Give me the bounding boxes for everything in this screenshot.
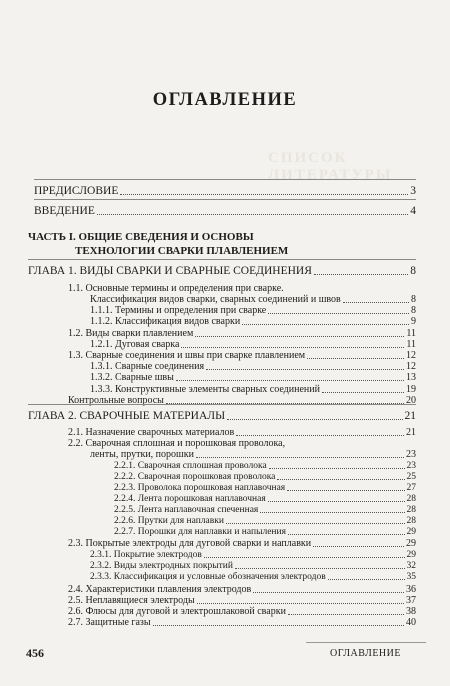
dot-leader bbox=[227, 419, 402, 420]
toc-entry-page: 23 bbox=[406, 461, 416, 471]
toc-entry[interactable] bbox=[68, 427, 416, 439]
toc-entry-page: 8 bbox=[410, 265, 416, 277]
toc-entry-page: 11 bbox=[406, 339, 416, 350]
toc-entry-label: 1.1. Основные термины и определения при сварке. bbox=[68, 283, 284, 294]
toc-entry-label: 2.2.2. Сварочная порошковая проволока bbox=[114, 472, 276, 482]
dot-leader bbox=[206, 369, 404, 370]
toc-entry[interactable] bbox=[34, 205, 416, 218]
toc-entry-page: 4 bbox=[410, 205, 416, 217]
dot-leader bbox=[242, 324, 409, 325]
dot-leader bbox=[226, 523, 405, 524]
dot-leader bbox=[181, 347, 404, 348]
toc-entry-label: 2.4. Характеристики плавления электродов bbox=[68, 584, 252, 595]
toc-entry[interactable] bbox=[68, 538, 416, 550]
toc-entry[interactable] bbox=[90, 550, 416, 561]
toc-entry-label: 2.2.6. Прутки для наплавки bbox=[114, 516, 224, 526]
toc-entry[interactable] bbox=[34, 185, 416, 198]
dot-leader bbox=[314, 274, 408, 275]
toc-entry-label: ГЛАВА 1. ВИДЫ СВАРКИ И СВАРНЫЕ СОЕДИНЕНИЯ bbox=[28, 265, 312, 277]
toc-entry-label: 2.2. Сварочная сплошная и порошковая проволока, bbox=[68, 438, 286, 449]
toc-entry-page: 19 bbox=[406, 384, 416, 395]
bleed-through-heading: СПИСОК ЛИТЕРАТУРЫ bbox=[268, 150, 393, 183]
dot-leader bbox=[268, 501, 405, 502]
toc-entry-label: 2.3.3. Классификация и условные обозначения электродов bbox=[90, 572, 326, 582]
toc-entry[interactable] bbox=[90, 294, 416, 306]
toc-entry[interactable] bbox=[114, 483, 416, 494]
toc-entry-page: 23 bbox=[406, 449, 416, 460]
dot-leader bbox=[322, 392, 404, 393]
toc-entry-page: 13 bbox=[406, 372, 416, 383]
dot-leader bbox=[153, 625, 404, 626]
toc-entry[interactable] bbox=[114, 472, 416, 483]
dot-leader bbox=[195, 336, 404, 337]
toc-entry-label: 2.5. Неплавящиеся электроды bbox=[68, 595, 195, 606]
section-rule bbox=[34, 199, 416, 200]
toc-entry-label: ленты, прутки, порошки bbox=[90, 449, 194, 460]
dot-leader bbox=[313, 546, 404, 547]
toc-entry-page: 36 bbox=[406, 584, 416, 595]
running-title: ОГЛАВЛЕНИЕ bbox=[330, 648, 401, 659]
toc-entry-page: 38 bbox=[406, 606, 416, 617]
dot-leader bbox=[235, 568, 405, 569]
dot-leader bbox=[287, 490, 404, 491]
toc-entry-page: 25 bbox=[406, 472, 416, 482]
toc-entry[interactable] bbox=[114, 494, 416, 505]
toc-entry-label: Классификация видов сварки, сварных соединений и швов bbox=[90, 294, 341, 305]
toc-entry-page: 37 bbox=[406, 595, 416, 606]
toc-entry[interactable] bbox=[114, 505, 416, 516]
toc-entry[interactable] bbox=[68, 350, 416, 362]
toc-entry[interactable] bbox=[90, 372, 416, 384]
dot-leader bbox=[176, 380, 404, 381]
toc-entry[interactable] bbox=[68, 606, 416, 618]
section-rule bbox=[34, 179, 416, 180]
dot-leader bbox=[277, 479, 404, 480]
toc-entry-page: 21 bbox=[404, 410, 416, 422]
toc-entry-label: 2.3.1. Покрытие электродов bbox=[90, 550, 202, 560]
dot-leader bbox=[288, 534, 405, 535]
toc-entry-label: 2.7. Защитные газы bbox=[68, 617, 151, 628]
toc-entry-page: 9 bbox=[411, 316, 416, 327]
toc-entry-label: 1.1.2. Классификация видов сварки bbox=[90, 316, 241, 327]
toc-entry-label: 1.2. Виды сварки плавлением bbox=[68, 328, 194, 339]
toc-entry-label: 1.3. Сварные соединения и швы при сварке плавлением bbox=[68, 350, 306, 361]
toc-entry-label: Контрольные вопросы bbox=[68, 395, 164, 406]
toc-entry[interactable] bbox=[90, 305, 416, 317]
toc-entry-page: 8 bbox=[411, 294, 416, 305]
dot-leader bbox=[253, 592, 404, 593]
toc-entry-page: 29 bbox=[406, 550, 416, 560]
dot-leader bbox=[236, 435, 404, 436]
toc-entry-page: 28 bbox=[406, 516, 416, 526]
toc-entry-label: 1.3.2. Сварные швы bbox=[90, 372, 174, 383]
dot-leader bbox=[204, 557, 405, 558]
part-heading bbox=[28, 230, 288, 259]
toc-entry-label: 2.2.1. Сварочная сплошная проволока bbox=[114, 461, 267, 471]
dot-leader bbox=[260, 512, 404, 513]
toc-entry[interactable] bbox=[114, 527, 416, 538]
toc-entry-page: 35 bbox=[406, 572, 416, 582]
part-heading-line-1: ЧАСТЬ I. ОБЩИЕ СВЕДЕНИЯ И ОСНОВЫ bbox=[28, 231, 254, 243]
toc-entry-page: 20 bbox=[406, 395, 416, 406]
toc-entry-label: 1.1.1. Термины и определения при сварке bbox=[90, 305, 267, 316]
toc-entry-page: 3 bbox=[410, 185, 416, 197]
toc-entry[interactable] bbox=[90, 449, 416, 461]
toc-entry-page: 8 bbox=[411, 305, 416, 316]
toc-entry-page: 28 bbox=[406, 505, 416, 515]
toc-entry-page: 12 bbox=[406, 350, 416, 361]
toc-entry[interactable] bbox=[28, 265, 416, 278]
toc-entry[interactable] bbox=[68, 617, 416, 629]
toc-entry-label: 1.3.3. Конструктивные элементы сварных соединений bbox=[90, 384, 320, 395]
toc-entry-label: 2.3.2. Виды электродных покрытий bbox=[90, 561, 233, 571]
page-number: 456 bbox=[26, 646, 44, 660]
dot-leader bbox=[343, 302, 409, 303]
toc-entry-label: 2.6. Флюсы для дуговой и электрошлаковой сварки bbox=[68, 606, 286, 617]
toc-entry-label: 2.2.3. Проволока порошковая наплавочная bbox=[114, 483, 286, 493]
toc-entry[interactable] bbox=[90, 339, 416, 351]
dot-leader bbox=[328, 579, 405, 580]
dot-leader bbox=[196, 457, 404, 458]
toc-entry[interactable] bbox=[90, 561, 416, 572]
toc-entry-page: 12 bbox=[406, 361, 416, 372]
toc-entry-label: ВВЕДЕНИЕ bbox=[34, 205, 95, 217]
dot-leader bbox=[197, 603, 404, 604]
toc-entry-page: 27 bbox=[406, 483, 416, 493]
dot-leader bbox=[268, 313, 409, 314]
toc-entry-label: 1.3.1. Сварные соединения bbox=[90, 361, 205, 372]
dot-leader bbox=[269, 468, 405, 469]
toc-entry-label: 2.2.5. Лента наплавочная спеченная bbox=[114, 505, 259, 515]
toc-entry[interactable] bbox=[68, 283, 416, 295]
toc-entry-page: 11 bbox=[406, 328, 416, 339]
section-rule bbox=[28, 259, 416, 260]
toc-entry-page: 29 bbox=[406, 538, 416, 549]
toc-entry-label: 2.1. Назначение сварочных материалов bbox=[68, 427, 235, 438]
toc-entry-page: 28 bbox=[406, 494, 416, 504]
toc-entry-page: 40 bbox=[406, 617, 416, 628]
toc-entry[interactable] bbox=[68, 595, 416, 607]
footer-rule bbox=[306, 642, 426, 643]
toc-entry-label: 2.3. Покрытые электроды для дуговой сварки и наплавки bbox=[68, 538, 312, 549]
toc-entry[interactable] bbox=[90, 384, 416, 396]
toc-entry-page: 29 bbox=[406, 527, 416, 537]
dot-leader bbox=[97, 214, 408, 215]
toc-entry-label: 2.2.4. Лента порошковая наплавочная bbox=[114, 494, 266, 504]
toc-entry[interactable] bbox=[114, 516, 416, 527]
toc-entry[interactable] bbox=[90, 316, 416, 328]
toc-entry-page: 32 bbox=[406, 561, 416, 571]
toc-entry-label: 2.2.7. Порошки для наплавки и напыления bbox=[114, 527, 286, 537]
toc-entry[interactable] bbox=[114, 461, 416, 472]
toc-entry-label: ПРЕДИСЛОВИЕ bbox=[34, 185, 119, 197]
toc-entry[interactable] bbox=[90, 361, 416, 373]
toc-entry[interactable] bbox=[90, 572, 416, 583]
dot-leader bbox=[288, 614, 404, 615]
dot-leader bbox=[120, 194, 408, 195]
part-heading-line-2: ТЕХНОЛОГИИ СВАРКИ ПЛАВЛЕНИЕМ bbox=[75, 245, 289, 258]
toc-entry[interactable] bbox=[28, 410, 416, 423]
dot-leader bbox=[307, 358, 404, 359]
toc-entry-page: 21 bbox=[406, 427, 416, 438]
section-rule bbox=[28, 404, 416, 405]
toc-entry[interactable] bbox=[68, 584, 416, 596]
toc-entry[interactable] bbox=[68, 328, 416, 340]
toc-entry-label: 1.2.1. Дуговая сварка bbox=[90, 339, 180, 350]
toc-entry-label: ГЛАВА 2. СВАРОЧНЫЕ МАТЕРИАЛЫ bbox=[28, 410, 226, 422]
page-title: ОГЛАВЛЕНИЕ bbox=[152, 90, 298, 110]
toc-entry[interactable] bbox=[68, 438, 416, 450]
